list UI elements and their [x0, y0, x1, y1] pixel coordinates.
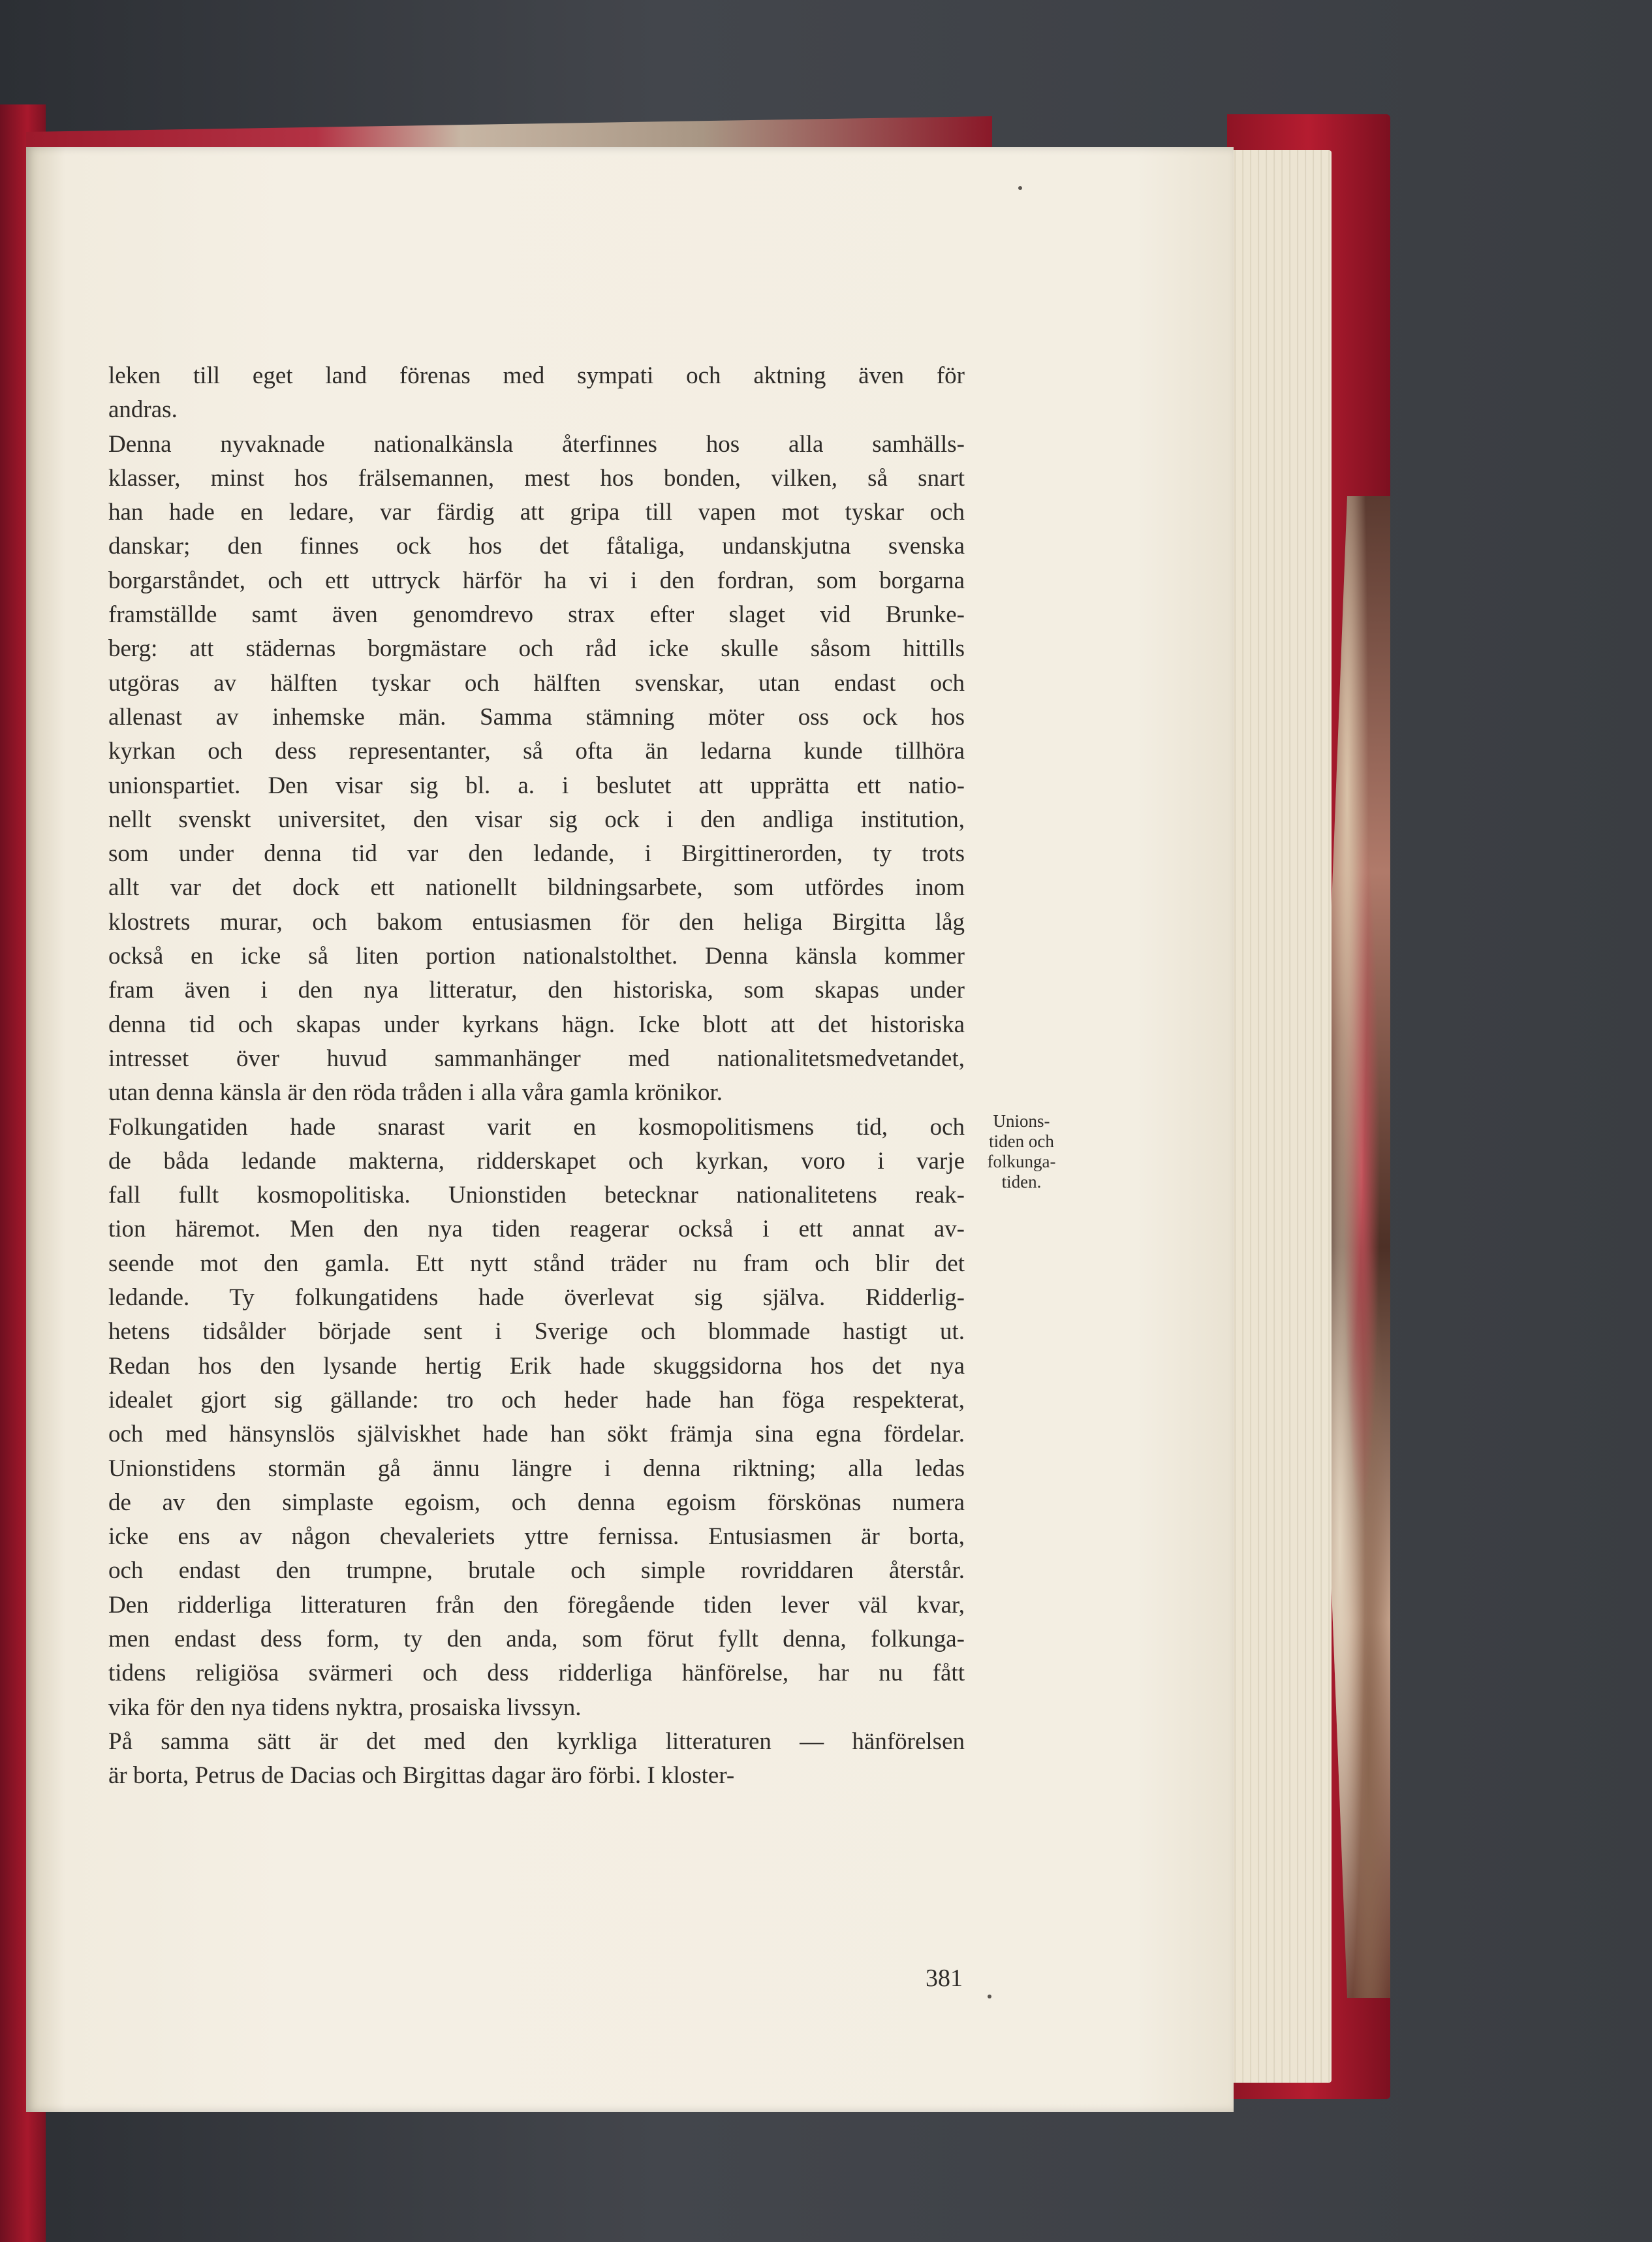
text-line: tion häremot. Men den nya tiden reagerar också i ett annat av-: [108, 1216, 965, 1243]
text-line: leken till eget land förenas med sympati och aktning även för: [108, 362, 965, 389]
margin-note-line: Unions-: [993, 1111, 1050, 1131]
margin-note-line: tiden och: [989, 1131, 1054, 1151]
text-line: också en icke så liten portion nationalstolthet. Denna känsla kommer: [108, 943, 965, 970]
text-line: Redan hos den lysande hertig Erik hade skuggsidorna hos det nya: [108, 1352, 965, 1380]
text-line: som under denna tid var den ledande, i Birgittinerorden, ty trots: [108, 840, 965, 868]
text-line: Den ridderliga litteraturen från den föregående tiden lever väl kvar,: [108, 1591, 965, 1618]
text-line: icke ens av någon chevaleriets yttre fernissa. Entusiasmen är borta,: [108, 1523, 965, 1551]
text-line: danskar; den finnes ock hos det fåtaliga, undanskjutna svenska: [108, 533, 965, 560]
text-line: nellt svenskt universitet, den visar sig ock i den andliga institution,: [108, 806, 965, 833]
text-line: de båda ledande makterna, ridderskapet och kyrkan, voro i varje: [108, 1147, 965, 1175]
text-line: tidens religiösa svärmeri och dess ridderliga hänförelse, har nu fått: [108, 1660, 965, 1687]
text-line: intresset över huvud sammanhänger med nationalitetsmedvetandet,: [108, 1045, 965, 1072]
paper-speck: [988, 1995, 991, 1998]
text-line: är borta, Petrus de Dacias och Birgittas dagar äro förbi. I kloster-: [108, 1762, 735, 1790]
text-line: På samma sätt är det med den kyrkliga litteraturen — hänförelsen: [108, 1728, 965, 1755]
text-line: idealet gjort sig gällande: tro och heder hade han föga respekterat,: [108, 1386, 965, 1413]
text-line: seende mot den gamla. Ett nytt stånd träder nu fram och blir det: [108, 1250, 965, 1277]
margin-note: [982, 1111, 1061, 1192]
text-line: hetens tidsålder började sent i Sverige och blommade hastigt ut.: [108, 1318, 965, 1346]
text-line: klostrets murar, och bakom entusiasmen för den heliga Birgitta låg: [108, 908, 965, 936]
text-line: och med hänsynslös själviskhet hade han sökt främja sina egna fördelar.: [108, 1421, 965, 1448]
text-line: han hade en ledare, var färdig att gripa till vapen mot tyskar och: [108, 499, 965, 526]
text-line: klasser, minst hos frälsemannen, mest hos bonden, vilken, så snart: [108, 464, 965, 492]
text-line: fram även i den nya litteratur, den historiska, som skapas under: [108, 977, 965, 1004]
text-line: vika för den nya tidens nyktra, prosaiska livssyn.: [108, 1694, 582, 1721]
body-text: [108, 359, 965, 1793]
text-line: Folkungatiden hade snarast varit en kosmopolitismens tid, och: [108, 1113, 965, 1141]
paper-speck: [1018, 186, 1022, 190]
text-line: ledande. Ty folkungatidens hade överlevat sig själva. Ridderlig-: [108, 1284, 965, 1312]
text-line: utgöras av hälften tyskar och hälften svenskar, utan endast och: [108, 669, 965, 697]
text-line: unionspartiet. Den visar sig bl. a. i beslutet att upprätta ett natio-: [108, 772, 965, 799]
text-line: berg: att städernas borgmästare och råd icke skulle såsom hittills: [108, 635, 965, 663]
text-line: utan denna känsla är den röda tråden i alla våra gamla krönikor.: [108, 1079, 723, 1107]
text-line: Unionstidens stormän gå ännu längre i denna riktning; alla ledas: [108, 1455, 965, 1482]
text-line: allenast av inhemske män. Samma stämning möter oss ock hos: [108, 703, 965, 731]
text-line: fall fullt kosmopolitiska. Unionstiden betecknar nationalitetens reak-: [108, 1182, 965, 1209]
text-line: borgarståndet, och ett uttryck härför ha vi i den fordran, som borgarna: [108, 567, 965, 594]
text-line: framställde samt även genomdrevo strax efter slaget vid Brunke-: [108, 601, 965, 629]
text-line: allt var det dock ett nationellt bildningsarbete, som utfördes inom: [108, 874, 965, 902]
text-line: Denna nyvaknade nationalkänsla återfinnes hos alla samhälls-: [108, 430, 965, 458]
text-line: denna tid och skapas under kyrkans hägn. Icke blott att det historiska: [108, 1011, 965, 1038]
text-line: och endast den trumpne, brutale och simple rovriddaren återstår.: [108, 1557, 965, 1585]
text-line: de av den simplaste egoism, och denna egoism förskönas numera: [108, 1489, 965, 1516]
margin-note-line: tiden.: [1001, 1172, 1042, 1192]
text-line: kyrkan och dess representanter, så ofta än ledarna kunde tillhöra: [108, 738, 965, 765]
page-stack-edges: [1221, 150, 1332, 2083]
page-number: 381: [926, 1965, 963, 1992]
margin-note-line: folkunga-: [987, 1152, 1056, 1171]
text-line: men endast dess form, ty den anda, som förut fyllt denna, folkunga-: [108, 1625, 965, 1652]
text-line: andras.: [108, 396, 178, 424]
